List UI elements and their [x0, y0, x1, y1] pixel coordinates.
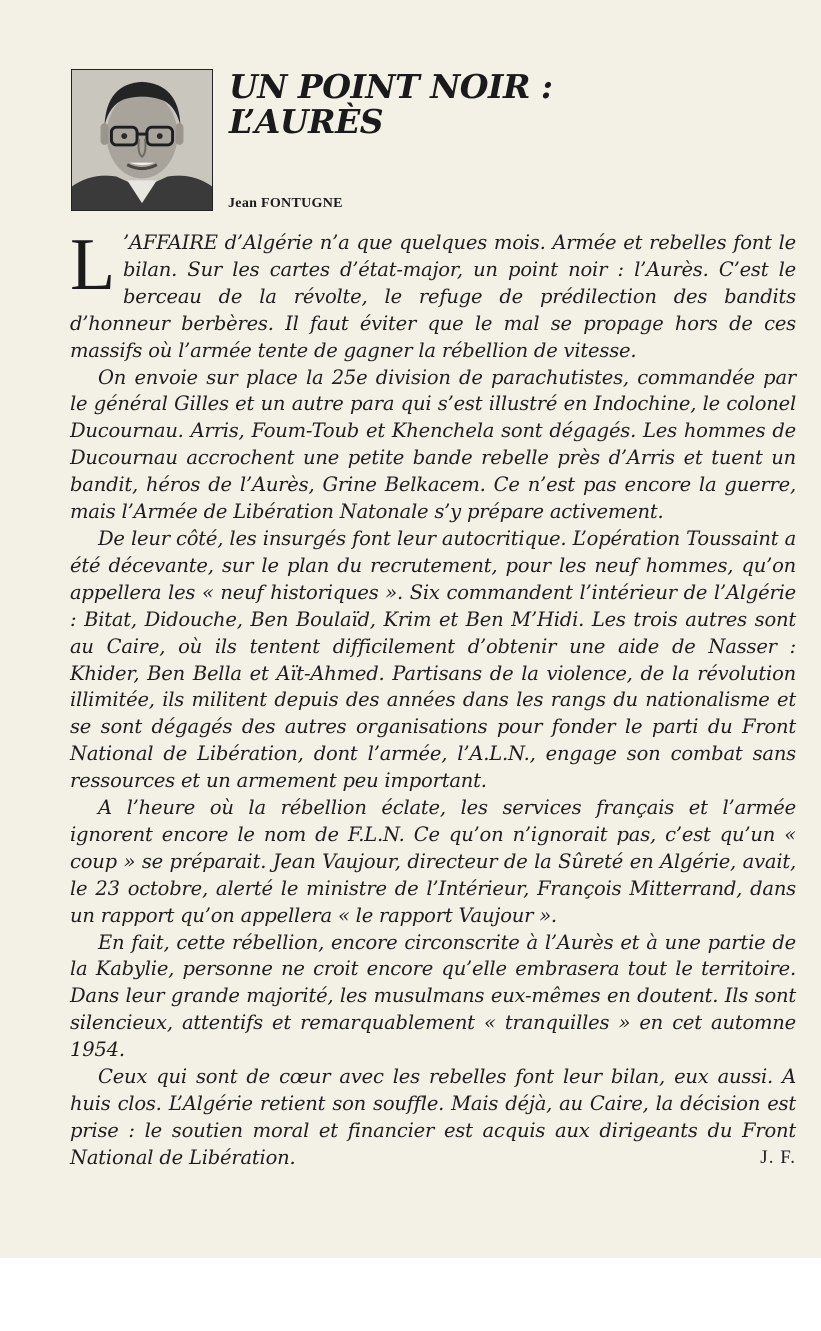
author-byline: Jean FONTUGNE [228, 196, 343, 211]
paragraph-1-text: ’AFFAIRE d’Algérie n’a que quelques mois. Armée et rebelles font le bilan. Sur les cartes d’état-major, un point noir : l’Aurès. C’est le berceau de la révolte, le refuge de prédilection des bandits d’honneur berbères. Il faut éviter que le mal se propage hors de ces massifs où l’armée tente de gagner la rébellion de vitesse. [70, 231, 796, 362]
paragraph-1 [70, 224, 796, 365]
author-portrait [71, 69, 213, 211]
article-title [229, 69, 553, 139]
article-body [70, 224, 796, 1172]
drop-cap: L [70, 224, 116, 306]
paragraph-2: On envoie sur place la 25e division de parachutistes, commandée par le général Gilles et un autre para qui s’est illustré en Indochine, le colonel Ducournau. Arris, Foum-Toub et Khenchela sont dégagés. Les hommes de Ducournau accrochent une petite bande rebelle près d’Arris et tuent un bandit, héros de l’Aurès, Grine Belkacem. Ce n’est pas encore la guerre, mais l’Armée de Libération Natonale s’y prépare activement. [70, 365, 796, 524]
paragraph-4: A l’heure où la rébellion éclate, les services français et l’armée ignorent encore le nom de F.L.N. Ce qu’on n’ignorait pas, c’est qu’un « coup » se préparait. Jean Vaujour, directeur de la Sûreté en Algérie, avait, le 23 octobre, alerté le ministre de l’Intérieur, François Mitterrand, dans un rapport qu’on appellera « le rapport Vaujour ». [70, 796, 796, 927]
article-header [71, 69, 781, 219]
title-line-2: L’AURÈS [229, 102, 384, 141]
paragraph-6-text: Ceux qui sont de cœur avec les rebelles font leur bilan, eux aussi. A huis clos. L’Algérie retient son souffle. Mais déjà, au Caire, la décision est prise : le soutien moral et financier est acquis aux dirigeants du Front National de Libération. [70, 1065, 796, 1169]
signature: J. F. [760, 1146, 796, 1168]
paragraph-6 [70, 1064, 796, 1172]
title-line-1: UN POINT NOIR : [229, 67, 553, 106]
paragraph-5: En fait, cette rébellion, encore circonscrite à l’Aurès et à une partie de la Kabylie, personne ne croit encore qu’elle embrasera tout le territoire. Dans leur grande majorité, les musulmans eux-mêmes en doutent. Ils sont silencieux, attentifs et remarquablement « tranquilles » en cet automne 1954. [70, 930, 796, 1062]
paragraph-3: De leur côté, les insurgés font leur autocritique. L’opération Toussaint a été décevante, sur le plan du recrutement, pour les neuf hommes, qu’on appellera les « neuf historiques ». Six commandent l’intérieur de l’Algérie : Bitat, Didouche, Ben Boulaïd, Krim et Ben M’Hidi. Les trois autres sont au Caire, où ils tentent difficilement d’obtenir une aide de Nasser : Khider, Ben Bella et Aït-Ahmed. Partisans de la violence, de la révolution illimitée, ils militent depuis des années dans les rangs du nationalisme et se sont dégagés des autres organisations pour fonder le parti du Front National de Libération, dont l’armée, l’A.L.N., engage son combat sans ressources et un armement peu important. [70, 526, 796, 793]
author-portrait-image [72, 70, 212, 210]
